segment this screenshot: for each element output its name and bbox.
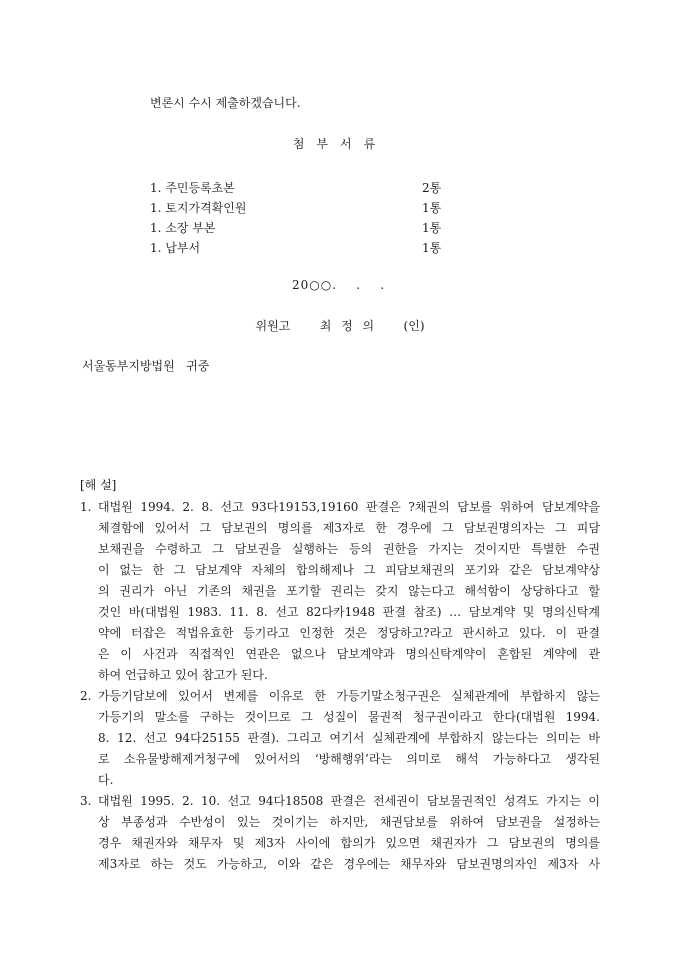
note-line: 제3자로 하는 것도 가능하고, 이와 같은 경우에는 채무자와 담보권명의자인 제3자 사: [98, 857, 600, 871]
commentary-note: [80, 497, 600, 686]
note-line: 로 소유물방해제거청구에 있어서의 ‘방해행위’라는 의미로 해석 가능하다고 생각된: [98, 752, 600, 766]
intro-text: 변론시 수시 제출하겠습니다.: [150, 96, 301, 110]
note-line: 은 이 사건과 직접적인 연관은 없으나 담보계약과 명의신탁계약이 혼합된 계약에 관: [98, 647, 600, 661]
note-number: 1.: [80, 500, 92, 514]
commentary-heading: [해 설]: [80, 478, 117, 492]
attachment-qty: 1통: [422, 241, 442, 255]
note-line: 다.: [98, 773, 114, 787]
attachment-qty: 1통: [422, 201, 442, 215]
signer-line: 위원고 최 정 의 (인): [255, 319, 425, 333]
note-number: 2.: [80, 689, 92, 703]
note-line: 대법원 1995. 2. 10. 선고 94다18508 판결은 전세권이 담보물권적인 성격도 가지는 이: [98, 794, 600, 808]
note-line: 가등기담보에 있어서 변제를 이유로 한 가등기말소청구권은 실체관계에 부합하지 않는: [98, 689, 600, 703]
commentary-note: [80, 791, 600, 875]
attachment-label: 1. 납부서: [150, 241, 201, 255]
attachment-qty: 2통: [422, 181, 442, 195]
filing-date: 20○○. . .: [292, 278, 386, 292]
note-line: 가등기의 말소를 구하는 것이므로 그 성질이 물권적 청구권이라고 한다(대법원 1994.: [98, 710, 600, 724]
note-line: 것인 바(대법원 1983. 11. 8. 선고 82다카1948 판결 참조) … 담보계약 및 명의신탁계: [98, 605, 600, 619]
attachment-label: 1. 소장 부본: [150, 221, 216, 235]
note-line: 경우 채권자와 채무자 및 제3자 사이에 합의가 있으면 채권자가 그 담보권의 명의를: [98, 836, 600, 850]
note-line: 대법원 1994. 2. 8. 선고 93다19153,19160 판결은 ?채권의 담보를 위하여 담보계약을: [98, 500, 600, 514]
attachment-label: 1. 주민등록초본: [150, 181, 235, 195]
court-addressee: 서울동부지방법원 귀중: [82, 359, 210, 373]
note-line: 보채권을 수령하고 그 담보권을 실행하는 등의 권한을 가지는 것이지만 특별한 수권: [98, 542, 600, 556]
commentary-note: [80, 686, 600, 791]
note-line: 8. 12. 선고 94다25155 판결). 그리고 여기서 실체관계에 부합하지 않는다는 의미는 바: [98, 731, 600, 745]
note-line: 약에 터잡은 적법유효한 등기라고 인정한 것은 정당하고?라고 판시하고 있다. 이 판결: [98, 626, 600, 640]
note-line: 하여 언급하고 있어 참고가 된다.: [98, 668, 268, 682]
note-line: 의 권리가 아닌 기존의 채권을 포기할 권리는 갖지 않는다고 해석함이 상당하다고 할: [98, 584, 600, 598]
note-line: 체결함에 있어서 그 담보권의 명의를 제3자로 한 경우에 그 담보권명의자는 그 피담: [98, 521, 600, 535]
attachments-title: 첨부서류: [292, 137, 388, 151]
note-line: 상 부종성과 수반성이 있는 것이기는 하지만, 채권담보를 위하여 담보권을 설정하는: [98, 815, 600, 829]
attachment-qty: 1통: [422, 221, 442, 235]
attachment-label: 1. 토지가격확인원: [150, 201, 247, 215]
note-number: 3.: [80, 794, 92, 808]
note-line: 이 없는 한 그 담보계약 자체의 합의해제나 그 피담보채권의 포기와 같은 담보계약상: [98, 563, 600, 577]
